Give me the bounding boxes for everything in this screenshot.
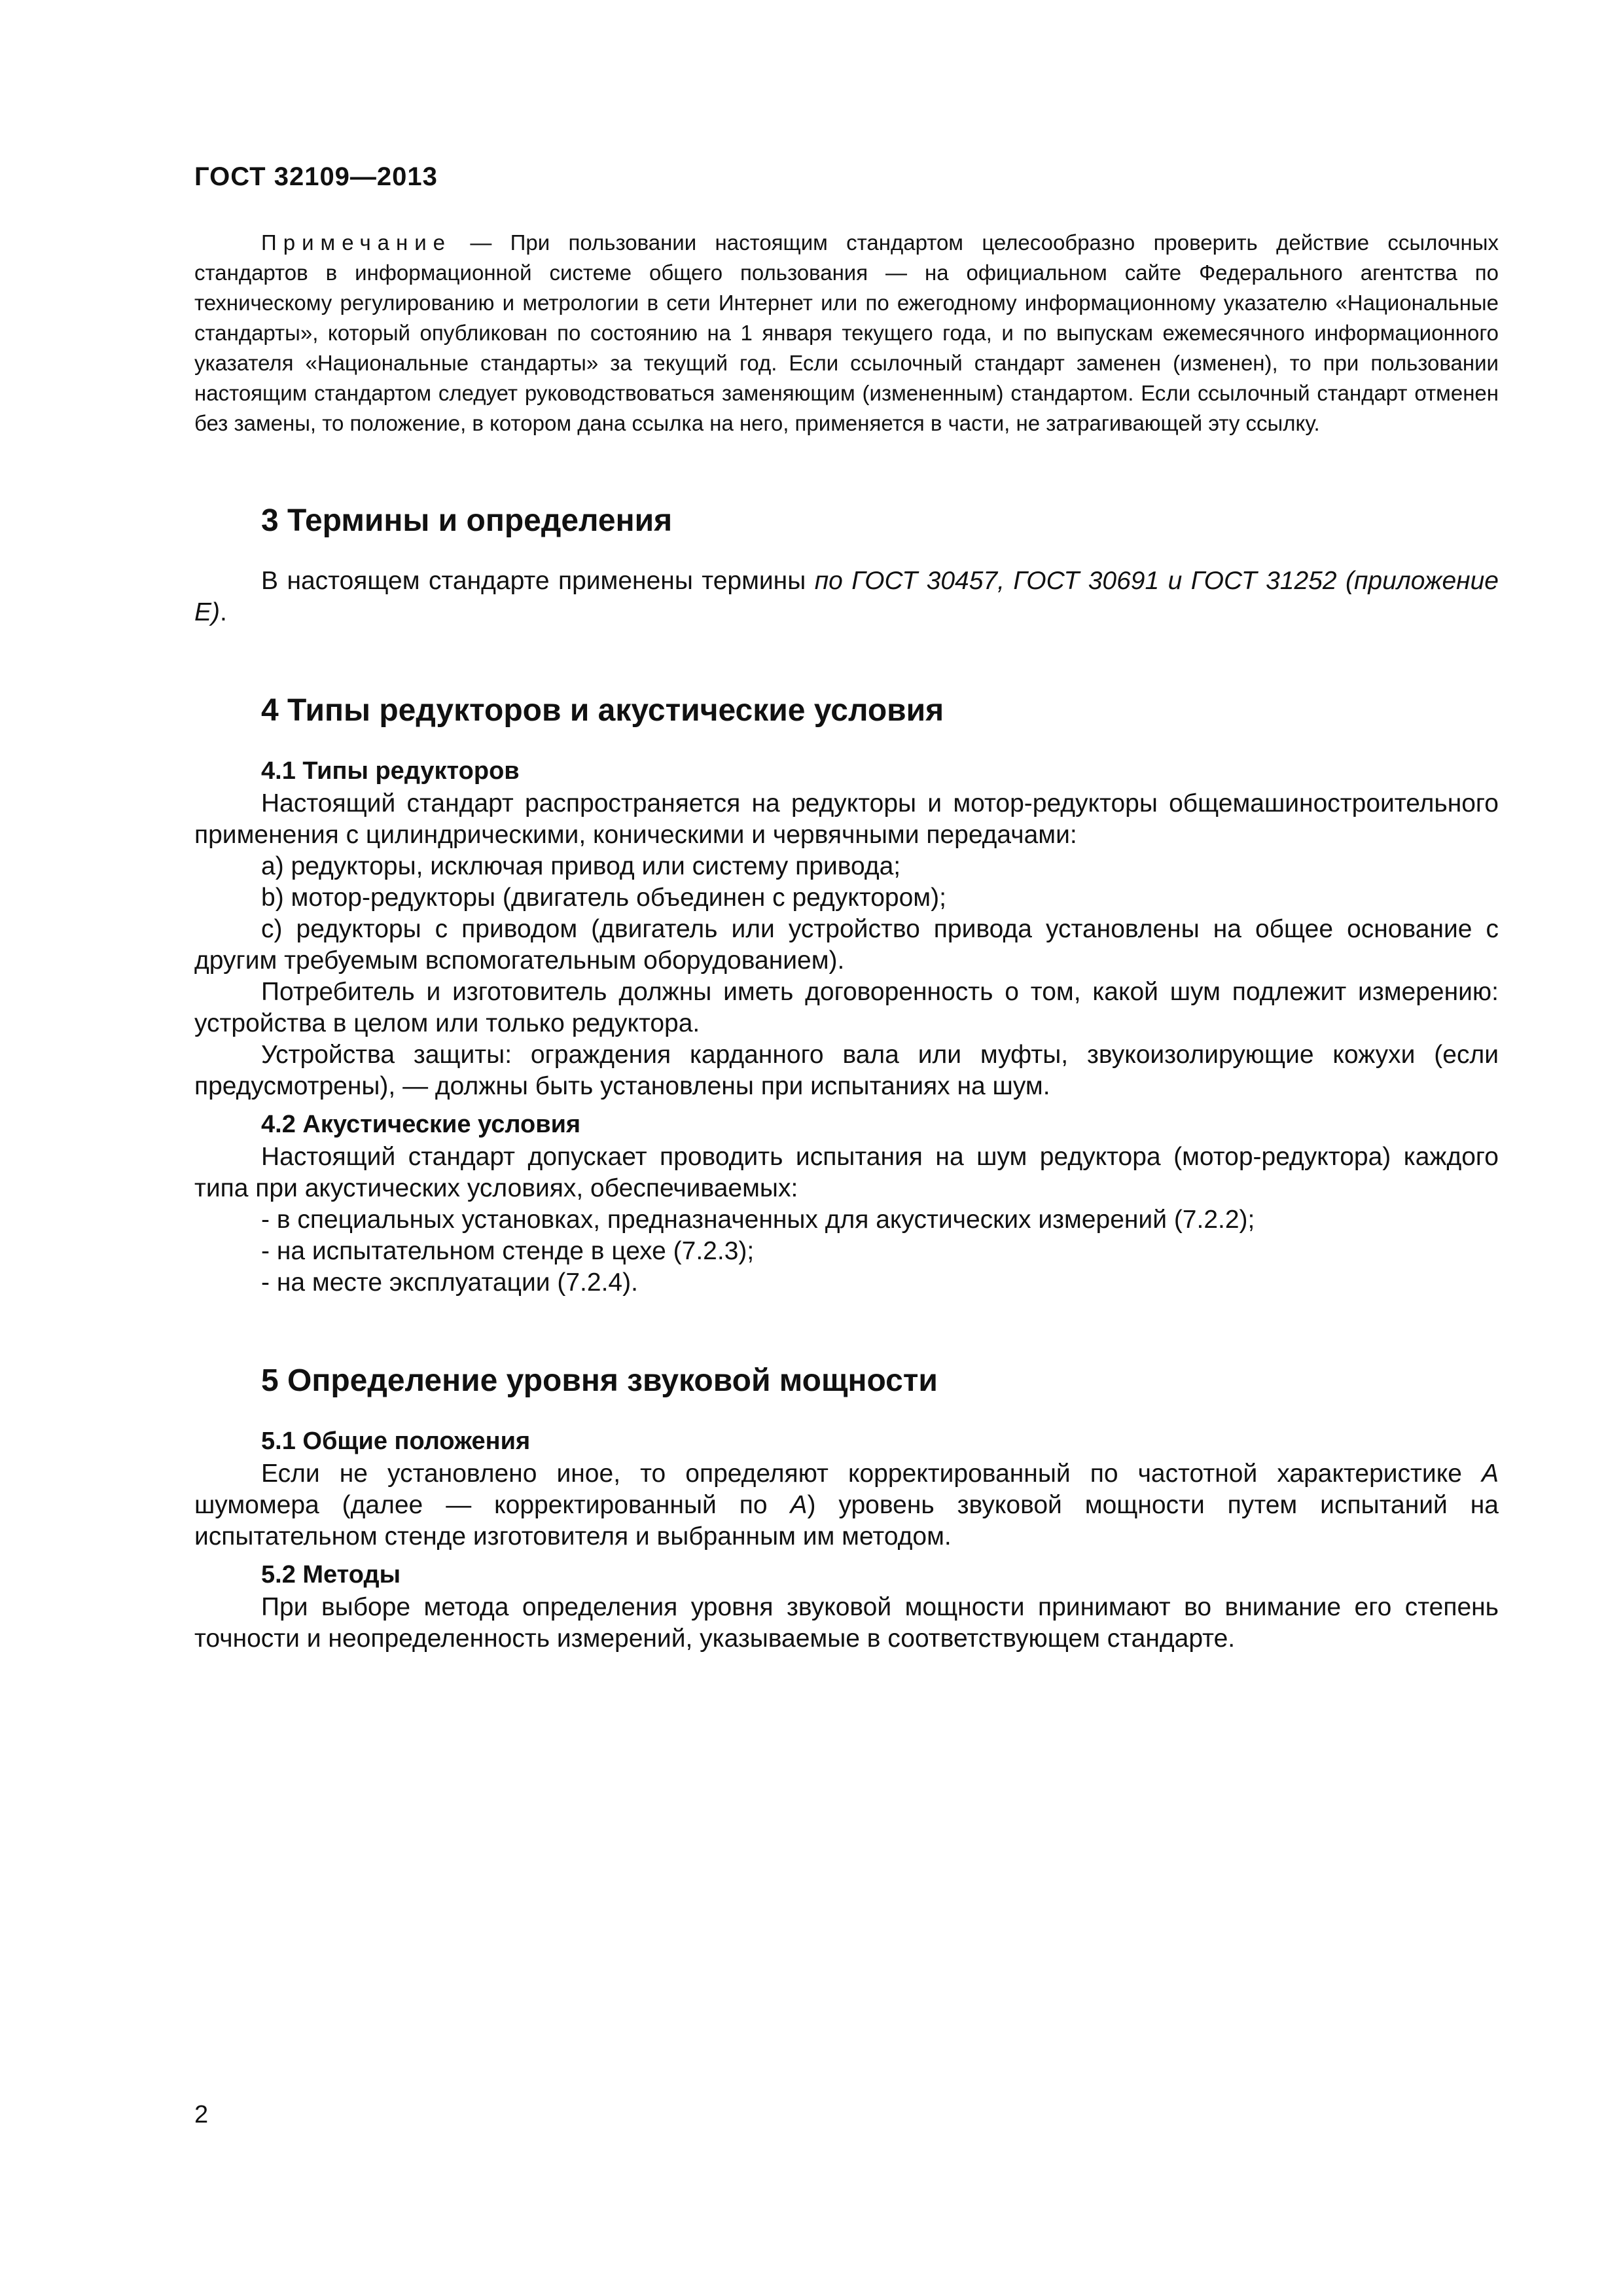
section-3-text — [194, 565, 1499, 628]
note-text: — При пользовании настоящим стандартом целесообразно проверить действие ссылочных стандартов в информационной системе общего пользования — на официальном сайте Федерального агентства по техническому регулированию и метрологии в сети Интернет или по ежегодному информационному указателю «Национальные стандарты», который опубликован по состоянию на 1 января текущего года, и по выпускам ежемесячного информационного указателя «Национальные стандарты» за текущий год. Если ссылочный стандарт заменен (изменен), то при пользовании настоящим стандартом следует руководствоваться заменяющим (измененным) стандартом. Если ссылочный стандарт отменен без замены, то положение, в котором дана ссылка на него, применяется в части, не затрагивающей эту ссылку. — [194, 230, 1499, 435]
list-item: - на месте эксплуатации (7.2.4). — [261, 1268, 638, 1297]
subsection-5-1-text — [194, 1458, 1499, 1552]
page-number: 2 — [194, 2101, 209, 2128]
page-content — [194, 228, 1499, 1655]
section-3-text-italic: по ГОСТ 30457, ГОСТ 30691 и ГОСТ 31252 (приложение Е) — [194, 567, 1499, 626]
section-3-text-plain: В настоящем стандарте применены термины — [261, 567, 815, 595]
list-item: c) редукторы с приводом (двигатель или устройство привода установлены на общее основание с другим требуемым вспомогательным оборудованием). — [194, 915, 1499, 975]
note-label: Примечание — [261, 230, 452, 255]
subsection-5-2-text: При выборе метода определения уровня звуковой мощности принимают во внимание его степень точности и неопределенность измерений, указываемые в соответствующем стандарте. — [194, 1593, 1499, 1653]
reference-note — [194, 228, 1499, 439]
list-item: - на испытательном стенде в цехе (7.2.3); — [261, 1237, 755, 1265]
section-3-text-end: . — [220, 598, 227, 626]
subsection-4-1-para-2: Потребитель и изготовитель должны иметь договоренность о том, какой шум подлежит измерению: устройства в целом или только редуктора. — [194, 978, 1499, 1037]
subsection-4-2-title: 4.2 Акустические условия — [261, 1111, 581, 1138]
subsection-5-1-italic-a: А — [1481, 1460, 1499, 1488]
subsection-5-1-italic-b: А — [790, 1491, 808, 1519]
subsection-4-1-intro: Настоящий стандарт распространяется на редукторы и мотор-редукторы общемашиностроительного применения с цилиндрическими, коническими и червячными передачами: — [194, 789, 1499, 849]
subsection-5-1-text-c: ) уровень звуковой мощности путем испытаний на испытательном стенде изготовителя и выбранным им методом. — [194, 1491, 1499, 1551]
subsection-5-2-title: 5.2 Методы — [261, 1561, 401, 1588]
section-3-title: 3 Термины и определения — [261, 503, 673, 538]
subsection-5-1-text-a: Если не установлено иное, то определяют корректированный по частотной характеристике — [261, 1460, 1482, 1488]
list-item: - в специальных установках, предназначенных для акустических измерений (7.2.2); — [261, 1206, 1255, 1234]
subsection-4-2-intro: Настоящий стандарт допускает проводить испытания на шум редуктора (мотор-редуктора) каждого типа при акустических условиях, обеспечиваемых: — [194, 1143, 1499, 1202]
list-item: a) редукторы, исключая привод или систему привода; — [261, 852, 901, 880]
subsection-5-1-title: 5.1 Общие положения — [261, 1427, 531, 1455]
section-4-title: 4 Типы редукторов и акустические условия — [261, 693, 944, 728]
list-item: b) мотор-редукторы (двигатель объединен с редуктором); — [261, 884, 946, 912]
section-5-title: 5 Определение уровня звуковой мощности — [261, 1363, 938, 1398]
standard-header: ГОСТ 32109—2013 — [194, 162, 438, 191]
subsection-4-1-title: 4.1 Типы редукторов — [261, 757, 520, 785]
subsection-4-1-para-3: Устройства защиты: ограждения карданного вала или муфты, звукоизолирующие кожухи (если предусмотрены), — должны быть установлены при испытаниях на шум. — [194, 1041, 1499, 1100]
subsection-5-1-text-b: шумомера (далее — корректированный по — [194, 1491, 791, 1519]
